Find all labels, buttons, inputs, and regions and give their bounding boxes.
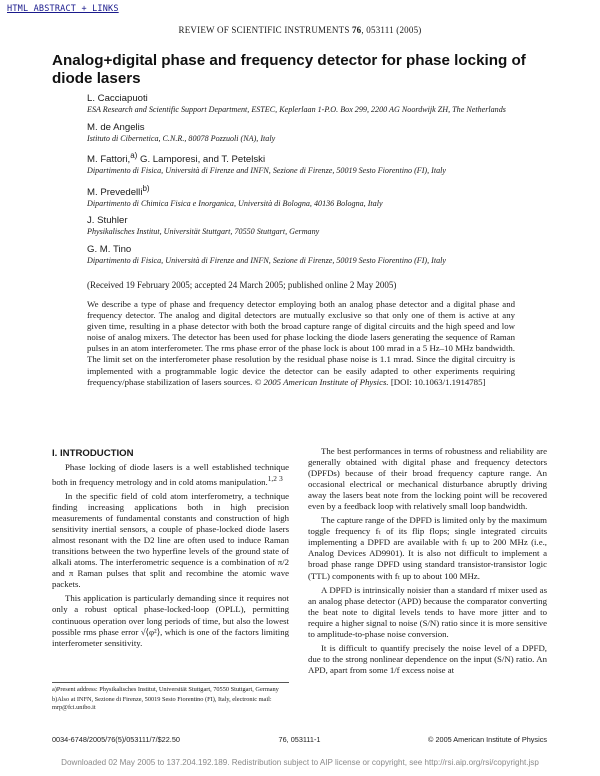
author-affiliation: Istituto di Cibernetica, C.N.R., 80078 Pozzuoli (NA), Italy	[87, 133, 276, 143]
footnote: a)Present address: Physikalisches Institut, Universität Stuttgart, 70550 Stuttgart, Germany	[52, 686, 279, 693]
paper-title: Analog+digital phase and frequency detector for phase locking of diode lasers	[52, 52, 526, 87]
right-column	[308, 446, 547, 676]
footer-copyright: © 2005 American Institute of Physics	[428, 735, 547, 744]
author-list	[87, 93, 517, 272]
abstract-text: We describe a type of phase and frequency detector employing both an analog phase detector and a digital phase and frequency detector. The analog and digital detectors are mutually exclusive so that only one of them is active at any given time, resulting in a phase detector with both the broad capture range of digital circuits and the high speed and low noise of analog mixers. The detector has been used for phase locking the diode lasers generating the sequence of Raman pulses in an atom interferometer. The rms phase error of the phase lock is about 100 mrad in a 5 Hz–10 MHz bandwidth. The limit set on the interferometer phase resolution by the residual phase noise is 1.1 mrad. Since the digital circuitry is implemented with a programmable logic device the detector can be easily adapted to other experiments requiring frequency/phase stabilization of lasers sources.	[87, 299, 515, 387]
paragraph: This application is particularly demanding since it requires not only a robust optical phase-locked-loop (OPLL), permitting continuous operation over long periods of time, but also the lowest possible rms phase error √⟨φ²⟩, which is one of the factors limiting interferometer sensitivity.	[52, 593, 289, 648]
copyright-notice: © 2005 American Institute of Physics.	[254, 376, 389, 387]
paragraph: The capture range of the DPFD is limited only by the maximum toggle frequency fₜ of its flip flops; single integrated circuits implementing a DPFD are available with fₜ up to 200 MHz (i.e., Analog Devices AD9901). It is also not difficult to implement a broad phase range DPFD using standard transistor-transistor logic (TTL) components with fₜ up to about 100 MHz.	[308, 515, 547, 581]
section-heading: I. INTRODUCTION	[52, 448, 134, 459]
footnote-marker[interactable]: a)	[130, 151, 138, 160]
author-name: J. Stuhler	[87, 215, 128, 227]
citation-ref[interactable]: 1,2	[267, 474, 277, 484]
author-name: L. Cacciapuoti	[87, 93, 148, 104]
footer-page-number: 76, 053111-1	[278, 735, 321, 744]
footnotes	[52, 682, 289, 714]
author-affiliation: Dipartimento di Fisica, Università di Firenze and INFN, Sezione di Firenze, 50019 Sesto Fiorentino (FI), Italy	[87, 255, 446, 265]
citation-ref[interactable]: 3	[279, 474, 283, 484]
author-block	[87, 150, 517, 177]
footnote-marker[interactable]: b)	[142, 183, 150, 193]
author-block	[87, 183, 517, 210]
paragraph: It is difficult to quantify precisely the noise level of a DPFD, due to the strong nonlinear dependence on the input (S/N) ratio. An APD, apart from some 1/f excess noise at	[308, 642, 547, 675]
left-column	[52, 462, 289, 649]
author-affiliation: Dipartimento di Chimica Fisica e Inorganica, Università di Bologna, 40136 Bologna, Italy	[87, 198, 383, 208]
journal-header	[0, 25, 600, 35]
author-block	[87, 93, 517, 116]
footnote: b)Also at INFN, Sezione di Firenze, 50019 Sesto Fiorentino (FI), Italy, electronic mail: mrp@fci.unibo.it	[52, 696, 272, 711]
journal-name: REVIEW OF SCIENTIFIC INSTRUMENTS	[178, 25, 350, 35]
author-block	[87, 244, 517, 267]
abstract	[87, 299, 515, 388]
download-notice: Downloaded 02 May 2005 to 137.204.192.189. Redistribution subject to AIP license or copyright, see http://rsi.aip.org/rsi/copyright.jsp	[61, 758, 539, 767]
journal-pages: , 053111 (2005)	[361, 25, 422, 35]
author-block	[87, 215, 517, 238]
author-name: M. Prevedelli$^{b)}$	[87, 183, 150, 198]
journal-volume: 76	[351, 25, 362, 35]
footer-code: 0034-6748/2005/76(5)/053111/7/$22.50	[52, 735, 180, 744]
author-name: M. de Angelis	[87, 121, 145, 133]
author-affiliation: Physikalisches Institut, Universität Stuttgart, 70550 Stuttgart, Germany	[87, 227, 320, 237]
paragraph: In the specific field of cold atom interferometry, a technique finding increasing applications both in high precision measurements of fundamental constants and construction of high sensitivity inertial sensors, a couple of phase-locked diode lasers almost resonant with the D2 line are often used to induce Raman transitions between the two hyperfine levels of the ground state of alkali atoms. The interferometric sequence is a combination of π/2 and π Raman pulses that split and recombine the atomic wave packets.	[52, 491, 289, 590]
paragraph: A DPFD is intrinsically noisier than a standard rf mixer used as an analog phase detector (APD) because the comparator converting the beat note to digital levels tends to have more jitter and to require a higher signal to noise (S/N) ratio since it is more sensitive to amplitude-to-phase noise conversion.	[308, 584, 547, 639]
author-affiliation: Dipartimento di Fisica, Università di Firenze and INFN, Sezione di Firenze, 50019 Sesto Fiorentino (FI), Italy	[87, 166, 446, 176]
author-affiliation: ESA Research and Scientific Support Department, ESTEC, Keplerlaan 1-P.O. Box 299, 2200 AG Noordwijk ZH, The Netherlands	[87, 105, 506, 114]
html-abstract-links[interactable]: HTML ABSTRACT + LINKS	[7, 4, 119, 14]
paragraph: Phase locking of diode lasers is a well established technique both in frequency metrology and in cold atoms manipulation.$^{1,2}$ $^3$	[52, 462, 289, 487]
received-dates: (Received 19 February 2005; accepted 24 March 2005; published online 2 May 2005)	[87, 280, 397, 290]
doi-link[interactable]: [DOI: 10.1063/1.1914785]	[388, 376, 486, 387]
paragraph: The best performances in terms of robustness and reliability are generally obtained with digital phase and frequency detectors (DPFDs) because of their broad frequency capture range. An occasional electrical or mechanical disturbance abruptly driving away the lasers beat note from the locking point will be recovered even by a feedback loop with relatively small loop bandwidth.	[308, 446, 547, 512]
author-name: G. M. Tino	[87, 243, 132, 255]
author-name: M. Fattori,$^{a)}$ G. Lamporesi, and T. Petelski	[87, 151, 266, 166]
author-block	[87, 122, 517, 145]
